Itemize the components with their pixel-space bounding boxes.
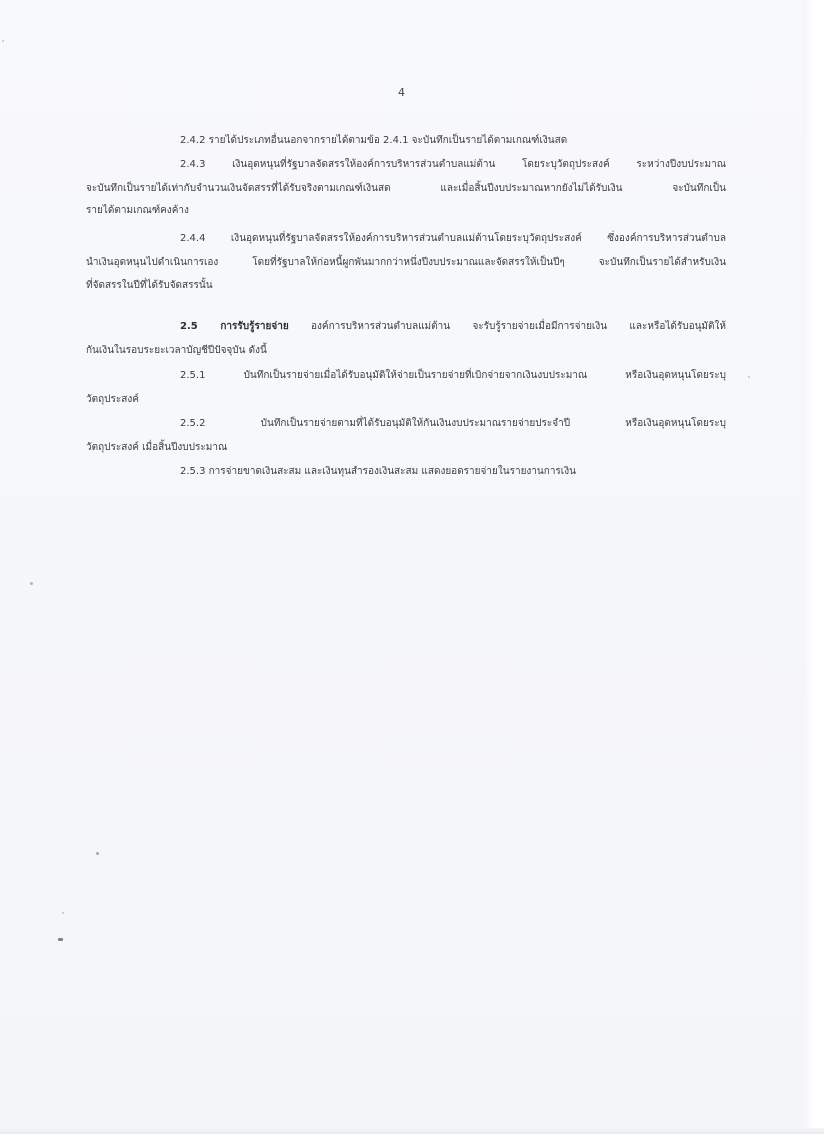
- line-2-5-1-cont: วัตถุประสงค์: [86, 394, 139, 405]
- line-2-5-2-cont: วัตถุประสงค์ เมื่อสิ้นปีงบประมาณ: [86, 442, 228, 453]
- line-2-4-4: 2.4.4 เงินอุดหนุนที่รัฐบาลจัดสรรให้องค์การบริหารส่วนตำบลแม่ต้านโดยระบุวัตถุประสงค์ ซึ่งองค์การบริหารส่วนตำบล: [180, 233, 726, 244]
- line-2-4-2: 2.4.2 รายได้ประเภทอื่นนอกจากรายได้ตามข้อ 2.4.1 จะบันทึกเป็นรายได้ตามเกณฑ์เงินสด: [180, 135, 568, 146]
- line-2-5-rest: องค์การบริหารส่วนตำบลแม่ต้าน จะรับรู้รายจ่ายเมื่อมีการจ่ายเงิน และหรือได้รับอนุมัติให้: [288, 321, 726, 332]
- line-2-4-3: 2.4.3 เงินอุดหนุนที่รัฐบาลจัดสรรให้องค์การบริหารส่วนตำบลแม่ต้าน โดยระบุวัตถุประสงค์ ระหว่างปีงบประมาณ: [180, 159, 726, 170]
- scan-speck: [30, 582, 33, 585]
- scan-speck: [58, 938, 63, 941]
- line-2-4-4-cont1: นำเงินอุดหนุนไปดำเนินการเอง โดยที่รัฐบาลให้ก่อหนี้ผูกพันมากกว่าหนึ่งปีงบประมาณและจัดสรรให้เป็นปีๆ จะบันทึกเป็นรายได้สำหรับเงิน: [86, 257, 726, 268]
- line-2-4-4-cont2: ที่จัดสรรในปีที่ได้รับจัดสรรนั้น: [86, 280, 213, 291]
- line-2-5-2: 2.5.2 บันทึกเป็นรายจ่ายตามที่ได้รับอนุมัติให้กันเงินงบประมาณรายจ่ายประจำปี หรือเงินอุดหนุนโดยระบุ: [180, 418, 726, 429]
- line-2-5-cont: กันเงินในรอบระยะเวลาบัญชีปีปัจจุบัน ดังนี้: [86, 345, 267, 356]
- scan-speck: [62, 912, 64, 914]
- scan-speck: [96, 852, 99, 855]
- scan-speck: [748, 376, 750, 378]
- section-heading-2-5: 2.5 การรับรู้รายจ่าย: [180, 321, 289, 332]
- line-2-4-3-cont2: รายได้ตามเกณฑ์คงค้าง: [86, 205, 189, 216]
- line-2-4-3-cont1: จะบันทึกเป็นรายได้เท่ากับจำนวนเงินจัดสรรที่ได้รับจริงตามเกณฑ์เงินสด และเมื่อสิ้นปีงบประมาณหากยังไม่ได้รับเงิน จะบันทึกเป็น: [86, 183, 726, 194]
- scan-speck: [2, 40, 4, 42]
- line-2-5: [180, 316, 726, 337]
- scan-right-edge: [802, 0, 824, 1134]
- line-2-5-3: 2.5.3 การจ่ายขาดเงินสะสม และเงินทุนสำรองเงินสะสม แสดงยอดรายจ่ายในรายงานการเงิน: [180, 466, 576, 477]
- line-2-5-1: 2.5.1 บันทึกเป็นรายจ่ายเมื่อได้รับอนุมัติให้จ่ายเป็นรายจ่ายที่เบิกจ่ายจากเงินงบประมาณ หรือเงินอุดหนุนโดยระบุ: [180, 370, 726, 381]
- page-number: 4: [398, 86, 405, 99]
- scan-bottom-edge: [0, 1128, 824, 1134]
